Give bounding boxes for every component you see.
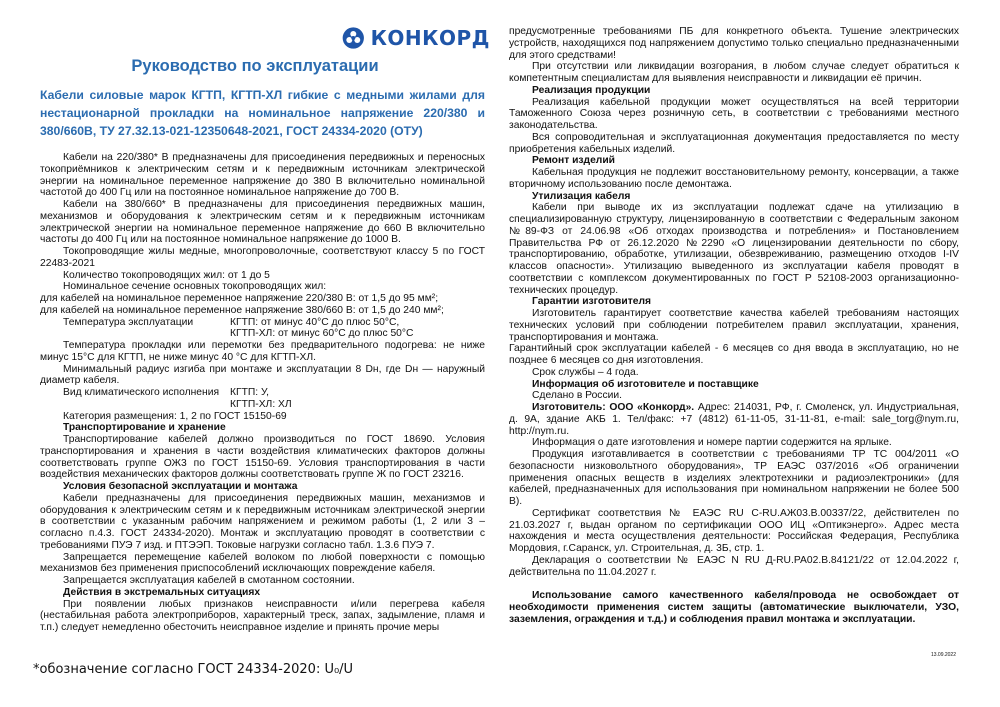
climate-kgtp-hl: КГТП-ХЛ: ХЛ — [230, 398, 292, 410]
company-logo — [342, 18, 490, 58]
operating-temperature-row — [40, 317, 485, 329]
operating-temperature-kgtp: КГТП: от минус 40°С до плюс 50°С, — [230, 316, 400, 328]
paragraph: Минимальный радиус изгиба при монтаже и эксплуатации 8 Dн, где Dн — наружный диаметр кабеля. — [40, 363, 485, 387]
paragraph: Категория размещения: 1, 2 по ГОСТ 15150-69 — [63, 410, 287, 422]
paragraph: Кабели на 220/380* В предназначены для присоединения передвижных и переносных токоприёмников к электрическим сетям и к передвижным источникам электрической энергии на номинальное переменное напряжение до 380 В включительно номинальной частотой до 400 Гц или на постоянное номинальное напряжение до 700 В. — [40, 152, 485, 199]
paragraph: Реализация кабельной продукции может осуществляться на всей территории Таможенного Союза через розничную сеть, в соответствии с требованиями местного законодательства. — [509, 96, 959, 131]
paragraph: Изготовитель гарантирует соответствие качества кабелей требованиям настоящих технических условий при соблюдении потребителем правил эксплуатации, хранения, транспортирования и монтажа. — [509, 308, 959, 343]
manufacturer-label: Изготовитель: ООО «Конкорд». — [532, 402, 695, 413]
paragraph: Информация о дате изготовления и номере партии содержится на ярлыке. — [532, 437, 892, 449]
paragraph: Гарантийный срок эксплуатации кабелей - 6 месяцев со дня ввода в эксплуатацию, но не позднее 6 месяцев со дня изготовления. — [509, 343, 959, 366]
paragraph: Номинальное сечение основных токопроводящих жил: — [63, 281, 327, 293]
paragraph: Продукция изготавливается в соответствии с требованиями ТР ТС 004/2011 «О безопасности низковольтного оборудования», ТР ЕАЭС 037/2016 «Об ограничении применения опасных веществ в изделиях электротехники и радиоэлектроники» (для кабелей, предназначенных для использования при номинальном напряжении не более 500 В). — [509, 449, 959, 507]
paragraph: Декларация о соответствии № ЕАЭС N RU Д-RU.РА02.В.84121/22 от 12.04.2022 г, действительна по 11.04.2027 г. — [509, 554, 959, 578]
paragraph: Сделано в России. — [532, 390, 622, 402]
manufacturer-info — [509, 402, 959, 437]
section-heading: Информация об изготовителе и поставщике — [532, 378, 759, 390]
right-column — [509, 26, 959, 626]
paragraph: При отсутствии или ликвидации возгорания, в любом случае следует обратиться к компетентным специалистам для выявления неисправности и ликвидации её причин. — [509, 61, 959, 84]
section-heading: Реализация продукции — [532, 84, 651, 96]
section-heading: Транспортирование и хранение — [63, 422, 226, 434]
paragraph: Кабели предназначены для присоединения передвижных машин, механизмов и оборудования к электрическим сетям и к передвижным источникам электрической энергии в соответствии с указанным рабочим напряжением и режимом работы (1, 2 или 3 – согласно п.4.3. ГОСТ 24334-2020). Монтаж и эксплуатацию проводят в соответствии с требованиями ПУЭ 7 изд. и ПТЭЭП. Токовые нагрузки согласно табл. 1.3.6 ПУЭ 7. — [40, 492, 485, 551]
climate-row — [40, 399, 485, 411]
paragraph: При появлении любых признаков неисправности и/или перегрева кабеля (нестабильная работа электроприборов, характерный треск, запах, задымление, пламя и т.п.) следует немедленно обесточить неисправное изделие и принять прочие меры — [40, 598, 485, 633]
paragraph: предусмотренные требованиями ПБ для конкретного объекта. Тушение электрических устройств, находящихся под напряжением допустимо только специально предназначенными для этого средствами! — [509, 26, 959, 61]
section-heading: Ремонт изделий — [532, 155, 616, 167]
operating-temperature-label: Температура эксплуатации — [63, 316, 194, 328]
climate-label: Вид климатического исполнения — [63, 387, 220, 398]
logo-emblem-icon — [342, 21, 365, 55]
page-title: Руководство по эксплуатации — [131, 57, 379, 75]
paragraph: для кабелей на номинальное переменное напряжение 220/380 В: от 1,5 до 95 мм²; — [40, 293, 439, 304]
paragraph: Запрещается перемещение кабелей волоком по любой поверхности с помощью механизмов без применения приспособлений исключающих повреждение кабеля. — [40, 551, 485, 575]
paragraph: Кабели при выводе их из эксплуатации подлежат сдаче на утилизацию в специализированную структуру, лицензированную в соответствии с Федеральным законом №89-ФЗ от 24.06.98 «Об отходах производства и потребления» и Постановлением Правительства РФ от 26.12.2020 №2290 «О лицензировании деятельности по сбору, транспортированию, обработке, утилизации, обезвреживанию, размещению отходов I-IV классов опасности». Утилизацию выведенного из эксплуатации кабеля проводят в соответствии с комплексом документированных по ГОСТ Р 52108-2003 организационно-технических процедур. — [509, 202, 959, 296]
paragraph: Токопроводящие жилы медные, многопроволочные, соответствуют классу 5 по ГОСТ 22483-2021 — [40, 246, 485, 269]
paragraph: Кабельная продукция не подлежит восстановительному ремонту, консервации, а также вторичному использованию после демонтажа. — [509, 167, 959, 190]
paragraph: Количество токопроводящих жил: от 1 до 5 — [63, 269, 270, 281]
paragraph: Кабели на 380/660* В предназначены для присоединения передвижных машин, механизмов и оборудования к электрическим сетям и к передвижным источникам электрической энергии на номинальное переменное напряжение до 660 В включительно частоты до 400 Гц или на постоянное номинальное напряжение до 1000 В. — [40, 199, 485, 246]
paragraph: Срок службы – 4 года. — [532, 366, 639, 378]
operating-temperature-kgtp-hl: КГТП-ХЛ: от минус 60°С до плюс 50°С — [230, 328, 414, 340]
document-subtitle: Кабели силовые марок КГТП, КГТП-ХЛ гибкие с медными жилами для нестационарной прокладки на номинальное напряжение 220/380 и 380/660В, ТУ 27.32.13-021-12350648-2021, ГОСТ 24334-2020 (ОТУ) — [40, 88, 485, 138]
paragraph: для кабелей на номинальное переменное напряжение 380/660 В: от 1,5 до 240 мм²; — [40, 304, 444, 316]
operating-temperature-row — [40, 328, 485, 340]
footnote: *обозначение согласно ГОСТ 24334-2020: U₀/U — [33, 662, 354, 677]
paragraph: Запрещается эксплуатация кабелей в смотанном состоянии. — [63, 575, 355, 586]
section-heading: Гарантии изготовителя — [532, 296, 652, 308]
climate-row — [40, 387, 485, 399]
final-notice: Использование самого качественного кабеля/провода не освобождает от необходимости применения систем защиты (автоматические выключатели, УЗО, заземления, ограждения и т.д.) и соблюдения правил монтажа и эксплуатации. — [509, 590, 959, 625]
left-column — [40, 152, 485, 634]
paragraph: Температура прокладки или перемотки без предварительного подогрева: не ниже минус 15°С для КГТП, не ниже минус 40 °С для КГТП-ХЛ. — [40, 340, 485, 363]
paragraph: Транспортирование кабелей должно производиться по ГОСТ 18690. Условия транспортирования и хранения в части воздействия климатических факторов должны соответствовать группе ОЖ3 по ГОСТ 15150-69. Условия транспортирования в части воздействия механических факторов должны соответствовать группе Ж по ГОСТ 23216. — [40, 434, 485, 481]
section-heading: Действия в экстремальных ситуациях — [63, 586, 261, 598]
document-date: 13.09.2022 — [930, 652, 956, 658]
logo-text: КОНКОРД — [370, 26, 490, 50]
section-heading: Условия безопасной эксплуатации и монтажа — [63, 481, 298, 492]
section-heading: Утилизация кабеля — [532, 190, 631, 202]
paragraph: Сертификат соответствия № ЕАЭС RU C-RU.АЖ03.В.00337/22, действителен по 21.03.2027 г, выдан органом по сертификации ООО ИЦ «Оптикэнерго». Адрес места нахождения и места осуществления деятельности: Российская Федерация, Республика Мордовия, г.Саранск, ул. Строительная, д. 3Б, стр. 1. — [509, 507, 959, 554]
paragraph: Вся сопроводительная и эксплуатационная документация предоставляется по месту приобретения кабельных изделий. — [509, 131, 959, 155]
manufacturer-address: Адрес: 214031, РФ, г. Смоленск, ул. Индустриальная, д. 9А, здание АКБ 1. Тел/факс: +7 (4812) 61-11-05, 31-11-81, e-mail: sale_torg@nym.ru, http://nym.ru. — [509, 402, 959, 437]
climate-kgtp: КГТП: У, — [230, 387, 270, 398]
